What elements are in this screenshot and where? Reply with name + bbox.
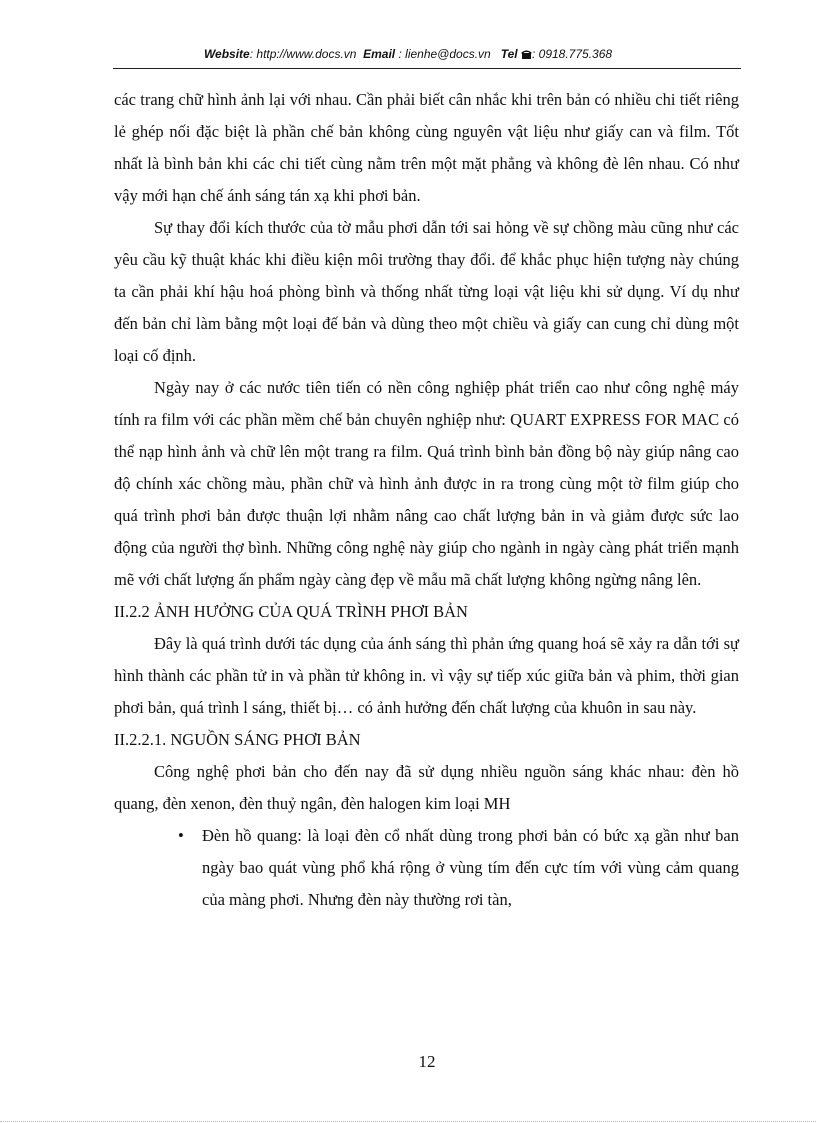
section-heading-2-2: II.2.2 ẢNH HƯỞNG CỦA QUÁ TRÌNH PHƠI BẢN: [114, 602, 468, 621]
document-body: [114, 84, 739, 916]
section-heading-2-2-1: II.2.2.1. NGUỒN SÁNG PHƠI BẢN: [114, 730, 361, 749]
page-number: 12: [418, 1052, 436, 1071]
paragraph-5: Công nghệ phơi bản cho đến nay đã sử dụng nhiều nguồn sáng khác nhau: đèn hồ quang, đèn xenon, đèn thuỷ ngân, đèn halogen kim loại MH: [114, 762, 739, 813]
page-bottom-border: [0, 1121, 816, 1122]
email-label: Email: [363, 47, 396, 61]
email-value: : lienhe@docs.vn: [398, 47, 491, 61]
paragraph-3: Ngày nay ở các nước tiên tiến có nền công nghiệp phát triển cao như công nghệ máy tính ra film với các phần mềm chế bản chuyên nghiệp như: QUART EXPRESS FOR MAC có thể nạp hình ảnh và chữ lên một trang ra film. Quá trình bình bản đồng bộ này giúp nâng cao độ chính xác chồng màu, phần chữ và hình ảnh được in ra trong cùng một tờ film giúp cho quá trình phơi bản được thuận lợi nhằm nâng cao chất lượng bản in và giảm được sức lao động của người thợ bình. Những công nghệ này giúp cho ngành in ngày càng phát triển mạnh mẽ với chất lượng ấn phẩm ngày càng đẹp về mẫu mã chất lượng không ngừng nâng lên.: [114, 378, 739, 589]
website-value: : http://www.docs.vn: [249, 47, 357, 61]
tel-label: Tel: [500, 47, 518, 61]
list-item-text: Đèn hồ quang: là loại đèn cổ nhất dùng trong phơi bản có bức xạ gần như ban ngày bao quát vùng phổ khá rộng ở vùng tím đến cực tím với vùng cảm quang của màng phơi. Nhưng đèn này thường rơi tàn,: [202, 826, 739, 909]
list-item: [172, 820, 739, 916]
paragraph-4: Đây là quá trình dưới tác dụng của ánh sáng thì phản ứng quang hoá sẽ xảy ra dẫn tới sự hình thành các phần tử in và phần tử không in. vì vậy sự tiếp xúc giữa bản và phim, thời gian phơi bản, quá trình l sáng, thiết bị… có ảnh hưởng đến chất lượng của khuôn in sau này.: [114, 634, 739, 717]
tel-value: : 0918.775.368: [531, 47, 613, 61]
paragraph-1: các trang chữ hình ảnh lại với nhau. Cần phải biết cân nhắc khi trên bản có nhiều chi tiết riêng lẻ ghép nối đặc biệt là phần chế bản không cùng nguyên vật liệu như giấy can và film. Tốt nhất là bình bản khi các chi tiết cùng nằm trên một mặt phẳng và không đè lên nhau. Có như vậy mới hạn chế ánh sáng tán xạ khi phơi bản.: [114, 90, 739, 205]
page-header: [0, 47, 816, 62]
bullet-icon: •: [178, 826, 184, 845]
website-label: Website: [203, 47, 250, 61]
header-divider: [113, 68, 741, 69]
light-source-list: [114, 820, 739, 916]
phone-icon: [521, 48, 532, 62]
paragraph-2: Sự thay đổi kích thước của tờ mẫu phơi dẫn tới sai hỏng về sự chồng màu cũng như các yêu cầu kỹ thuật khác khi điều kiện môi trường thay đổi. để khắc phục hiện tượng này chúng ta cần phải khí hậu hoá phòng bình và thống nhất từng loại vật liệu khi sử dụng. Ví dụ như đến bản chỉ làm bằng một loại đế bản và dùng theo một chiều và giấy can cung chỉ dùng một loại cố định.: [114, 218, 739, 365]
